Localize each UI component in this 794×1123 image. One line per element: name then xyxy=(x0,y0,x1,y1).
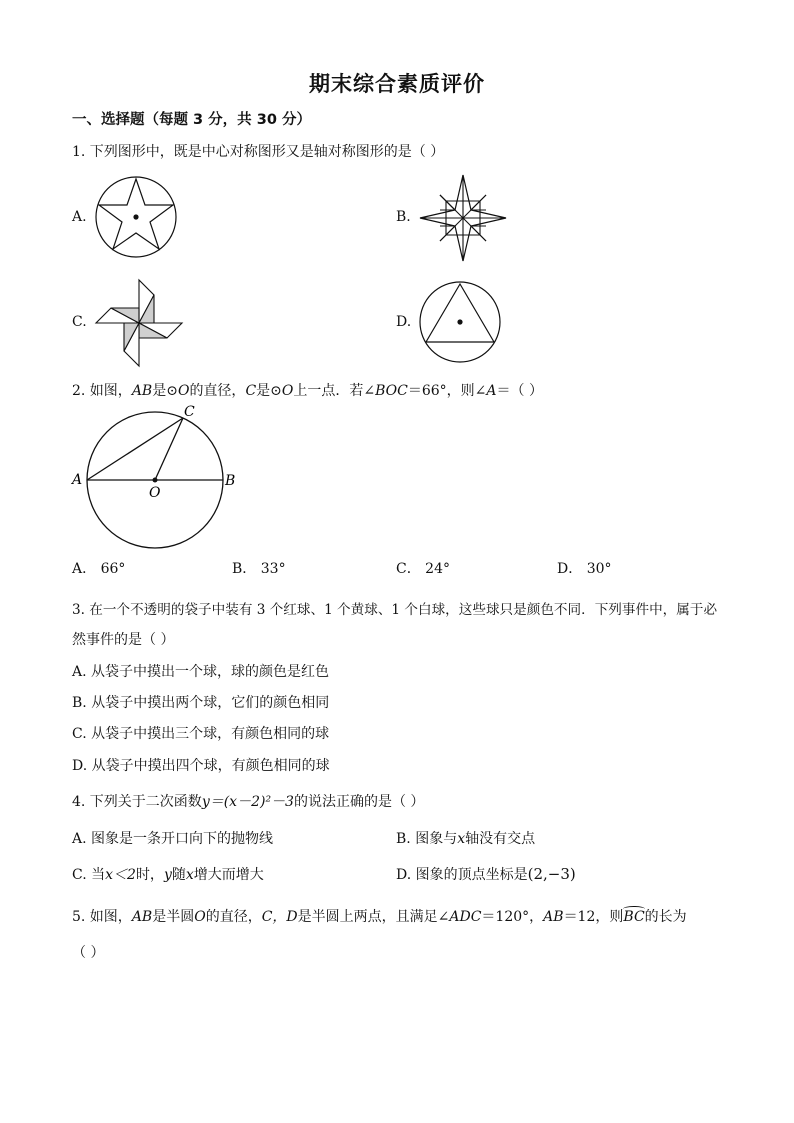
page-title: 期末综合素质评价 xyxy=(309,72,485,96)
question-3-stem-line1: 3. 在一个不透明的袋子中装有 3 个红球、1 个黄球、1 个白球，这些球只是颜色不同．下列事件中，属于必 xyxy=(72,602,718,618)
q2-option-b: B． 33° xyxy=(232,561,286,577)
q1-figure-b-compass-star xyxy=(418,173,508,263)
question-4-stem: 4. 下列关于二次函数y＝(x－2)²－3的说法正确的是（ ） xyxy=(72,794,425,810)
q1-option-a-label: A. xyxy=(72,209,87,225)
q3-option-b: B. 从袋子中摸出两个球，它们的颜色相同 xyxy=(72,695,330,711)
q3-option-d: D. 从袋子中摸出四个球，有颜色相同的球 xyxy=(72,758,330,774)
section-heading: 一、选择题（每题 3 分，共 30 分） xyxy=(72,112,311,128)
q2-option-a: A． 66° xyxy=(72,561,126,577)
q1-figure-a-star-in-circle xyxy=(94,175,178,259)
q2-circle-figure xyxy=(70,404,240,554)
question-2-stem: 2. 如图，AB是⊙O的直径，C是⊙O上一点．若∠BOC＝66°，则∠A＝（ ） xyxy=(72,383,543,399)
question-5-stem-line2: （ ） xyxy=(72,945,105,961)
q1-figure-c-pinwheel xyxy=(94,278,184,368)
q2-label-o: O xyxy=(149,485,161,501)
q5-arc-bc: BC xyxy=(623,909,644,925)
question-5-stem-line1: 5. 如图，AB是半圆O的直径，C，D是半圆上两点，且满足∠ADC＝120°，AB＝12，则BC 的长为 xyxy=(72,906,687,926)
q3-option-a: A. 从袋子中摸出一个球，球的颜色是红色 xyxy=(72,664,330,680)
q2-label-b: B xyxy=(225,473,236,489)
q4-option-b: B. 图象与x轴没有交点 xyxy=(396,831,536,847)
q2-label-a: A xyxy=(72,472,83,488)
q1-option-c-label: C. xyxy=(72,314,87,330)
q1-option-d-label: D. xyxy=(396,314,412,330)
q4-option-d: D. 图象的顶点坐标是(2,−3) xyxy=(396,865,576,883)
q2-label-c: C xyxy=(184,404,195,420)
q4-function-formula: y＝(x－2)²－3 xyxy=(201,794,294,810)
q1-figure-d-triangle-in-circle xyxy=(418,280,502,364)
q2-option-c: C． 24° xyxy=(396,561,450,577)
q2-option-d: D． 30° xyxy=(557,561,612,577)
question-3-stem-line2: 然事件的是（ ） xyxy=(72,632,175,648)
question-1-stem: 1. 下列图形中，既是中心对称图形又是轴对称图形的是（ ） xyxy=(72,144,445,160)
q4-option-a: A. 图象是一条开口向下的抛物线 xyxy=(72,831,274,847)
q1-option-b-label: B. xyxy=(396,209,411,225)
q3-option-c: C. 从袋子中摸出三个球，有颜色相同的球 xyxy=(72,726,330,742)
q4-option-c: C. 当x＜2时，y随x增大而增大 xyxy=(72,867,264,883)
